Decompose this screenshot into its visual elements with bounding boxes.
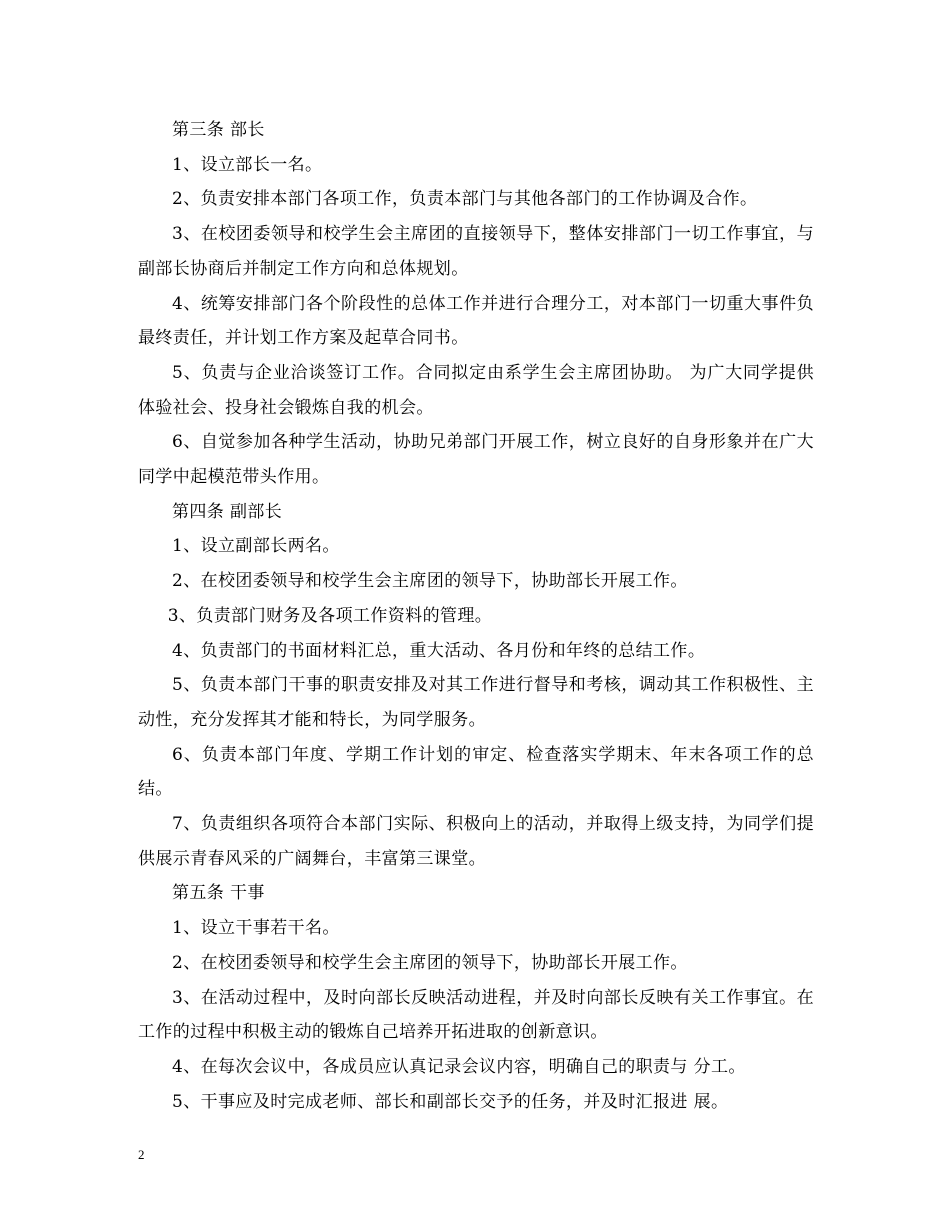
document-body [138, 113, 814, 1119]
paragraph: 4、在每次会议中，各成员应认真记录会议内容，明确自己的职责与 分工。 [172, 1056, 746, 1077]
section-heading-article-3: 第三条 部长 [172, 120, 265, 140]
page-number: 2 [138, 1147, 145, 1162]
paragraph: 6、自觉参加各种学生活动，协助兄弟部门开展工作，树立良好的自身形象并在广大同学中起模范带头作用。 [138, 432, 814, 488]
paragraph: 1、设立部长一名。 [172, 154, 323, 175]
paragraph: 5、干事应及时完成老师、部长和副部长交予的任务，并及时汇报进 展。 [172, 1091, 729, 1112]
paragraph: 3、在活动过程中，及时向部长反映活动进程，并及时向部长反映有关工作事宜。在工作的过程中积极主动的锻炼自己培养开拓进取的创新意识。 [138, 987, 814, 1043]
paragraph: 1、设立干事若干名。 [172, 918, 340, 939]
paragraph: 4、统筹安排部门各个阶段性的总体工作并进行合理分工，对本部门一切重大事件负最终责任，并计划工作方案及起草合同书。 [138, 293, 814, 349]
paragraph: 2、在校团委领导和校学生会主席团的领导下，协助部长开展工作。 [172, 952, 688, 973]
section-heading-article-5: 第五条 干事 [172, 883, 265, 904]
paragraph: 3、在校团委领导和校学生会主席团的直接领导下，整体安排部门一切工作事宜，与副部长协商后并制定工作方向和总体规划。 [138, 224, 814, 279]
paragraph: 3、负责部门财务及各项工作资料的管理。 [167, 605, 493, 626]
paragraph: 2、负责安排本部门各项工作，负责本部门与其他各部门的工作协调及合作。 [172, 189, 758, 210]
paragraph: 1、设立副部长两名。 [172, 536, 340, 557]
paragraph: 7、负责组织各项符合本部门实际、积极向上的活动，并取得上级支持，为同学们提供展示青春风采的广阔舞台，丰富第三课堂。 [138, 814, 814, 869]
paragraph: 5、负责与企业洽谈签订工作。合同拟定由系学生会主席团协助。 为广大同学提供体验社会、投身社会锻炼自我的机会。 [138, 362, 814, 418]
paragraph: 5、负责本部门干事的职责安排及对其工作进行督导和考核，调动其工作积极性、主动性，充分发挥其才能和特长，为同学服务。 [138, 675, 814, 730]
paragraph: 6、负责本部门年度、学期工作计划的审定、检查落实学期末、年末各项工作的总结。 [138, 744, 814, 800]
section-heading-article-4: 第四条 副部长 [172, 501, 283, 522]
paragraph: 2、在校团委领导和校学生会主席团的领导下，协助部长开展工作。 [172, 571, 688, 592]
paragraph: 4、负责部门的书面材料汇总，重大活动、各月份和年终的总结工作。 [172, 640, 706, 661]
